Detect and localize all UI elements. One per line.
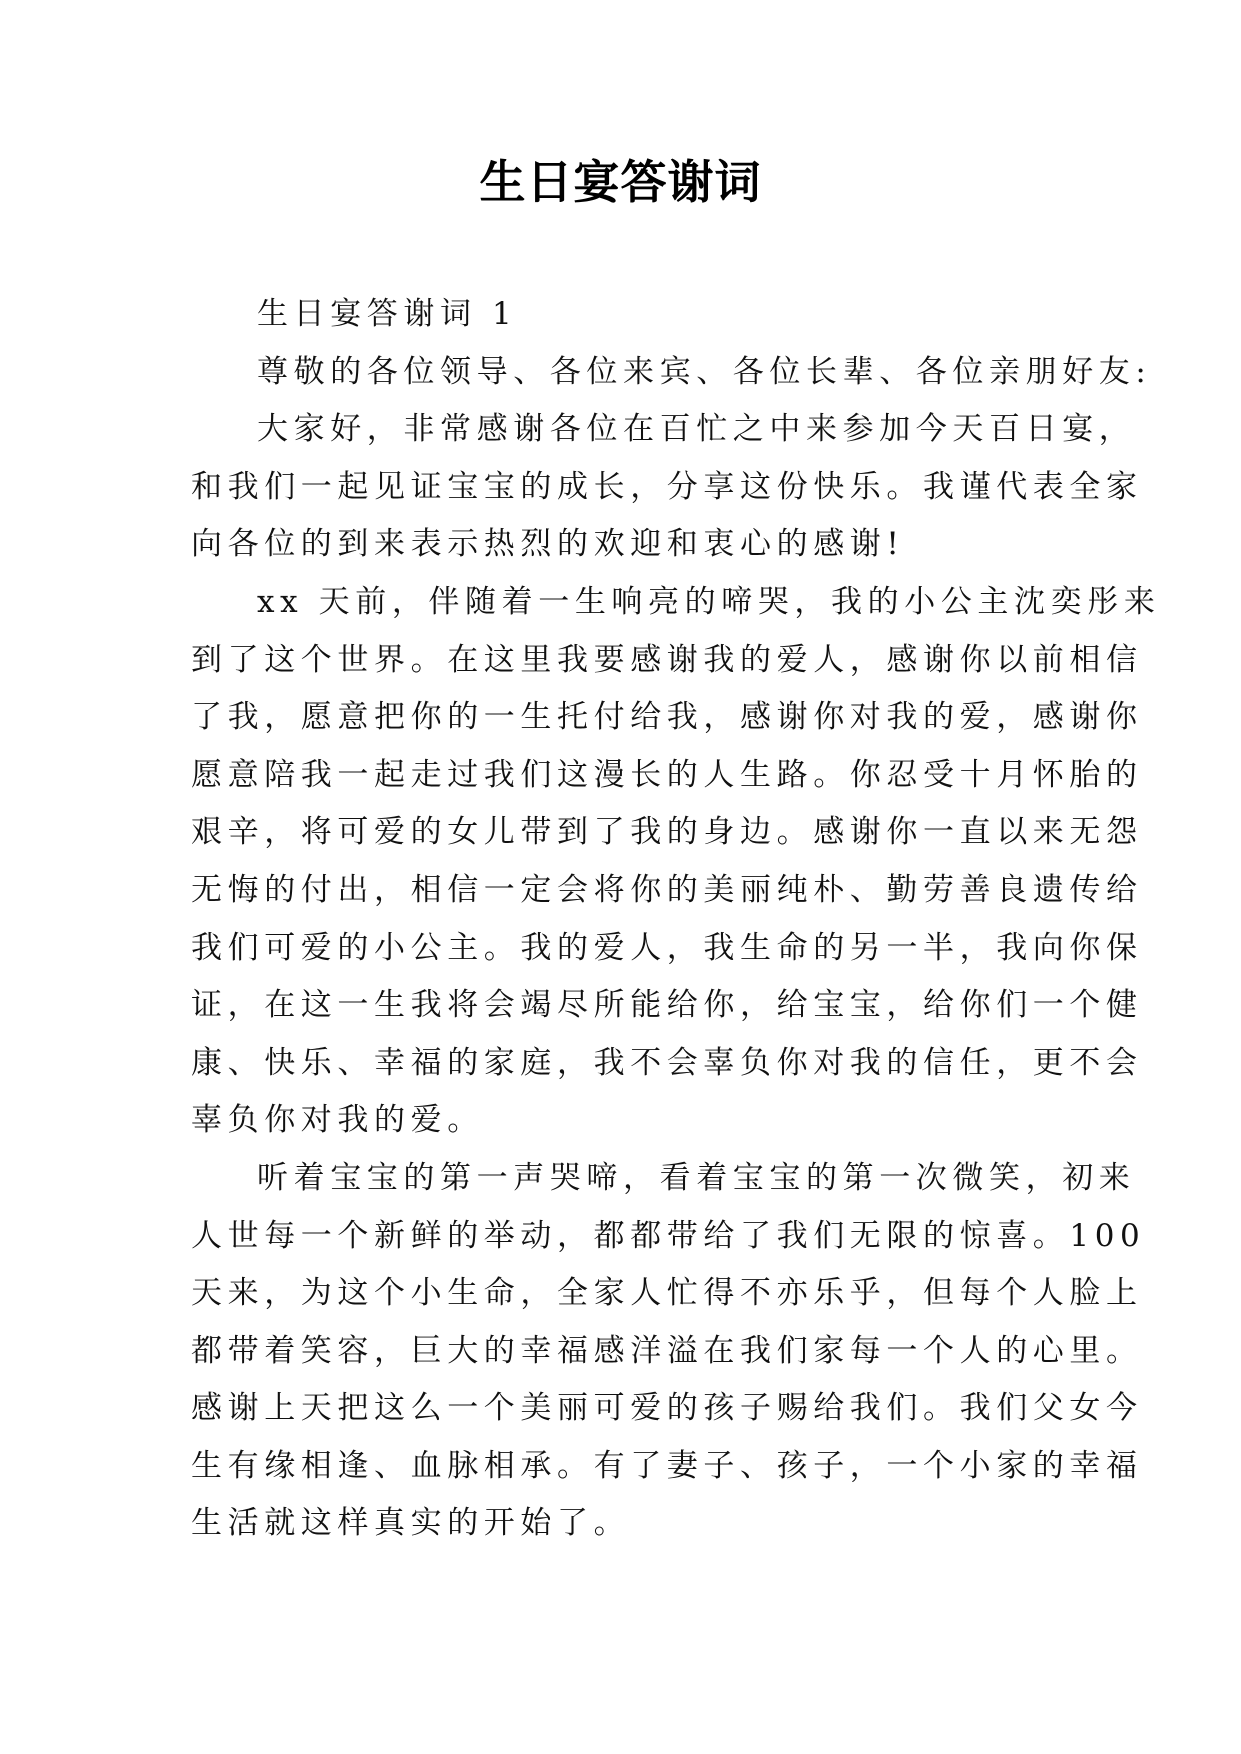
document-body xyxy=(191,286,1161,1553)
paragraph-line: 康、快乐、幸福的家庭，我不会辜负你对我的信任，更不会 xyxy=(191,1044,1143,1081)
paragraph-line: 和我们一起见证宝宝的成长，分享这份快乐。我谨代表全家 xyxy=(191,468,1143,505)
paragraph-line: 感谢上天把这么一个美丽可爱的孩子赐给我们。我们父女今 xyxy=(191,1390,1143,1427)
salutation-line: 尊敬的各位领导、各位来宾、各位长辈、各位亲朋好友: xyxy=(257,353,1152,390)
paragraph-line: 我们可爱的小公主。我的爱人，我生命的另一半，我向你保 xyxy=(191,929,1143,966)
paragraph-line: 愿意陪我一起走过我们这漫长的人生路。你忍受十月怀胎的 xyxy=(191,756,1143,793)
paragraph-line: 艰辛，将可爱的女儿带到了我的身边。感谢你一直以来无怨 xyxy=(191,814,1143,851)
paragraph-line: 都带着笑容，巨大的幸福感洋溢在我们家每一个人的心里。 xyxy=(191,1332,1143,1369)
paragraph-line: 大家好，非常感谢各位在百忙之中来参加今天百日宴， xyxy=(257,411,1136,448)
section-heading: 生日宴答谢词 1 xyxy=(257,296,518,332)
paragraph-line: 向各位的到来表示热烈的欢迎和衷心的感谢! xyxy=(191,526,905,563)
paragraph-line: 生活就这样真实的开始了。 xyxy=(191,1505,631,1542)
paragraph-line: 无悔的付出，相信一定会将你的美丽纯朴、勤劳善良遗传给 xyxy=(191,871,1143,908)
paragraph-line: 天来，为这个小生命，全家人忙得不亦乐乎，但每个人脸上 xyxy=(191,1275,1143,1312)
document-title: 生日宴答谢词 xyxy=(479,155,762,209)
paragraph-line: 辜负你对我的爱。 xyxy=(191,1102,484,1139)
paragraph-line: 了我，愿意把你的一生托付给我，感谢你对我的爱，感谢你 xyxy=(191,699,1143,736)
paragraph-line: 人世每一个新鲜的举动，都都带给了我们无限的惊喜。100 xyxy=(191,1217,1146,1254)
paragraph-line: xx 天前，伴随着一生响亮的啼哭，我的小公主沈奕彤来 xyxy=(257,583,1161,620)
paragraph-line: 证，在这一生我将会竭尽所能给你，给宝宝，给你们一个健 xyxy=(191,987,1143,1024)
paragraph-line: 生有缘相逢、血脉相承。有了妻子、孩子，一个小家的幸福 xyxy=(191,1447,1143,1484)
paragraph-line: 到了这个世界。在这里我要感谢我的爱人，感谢你以前相信 xyxy=(191,641,1143,678)
paragraph-line: 听着宝宝的第一声哭啼，看着宝宝的第一次微笑，初来 xyxy=(257,1159,1136,1196)
